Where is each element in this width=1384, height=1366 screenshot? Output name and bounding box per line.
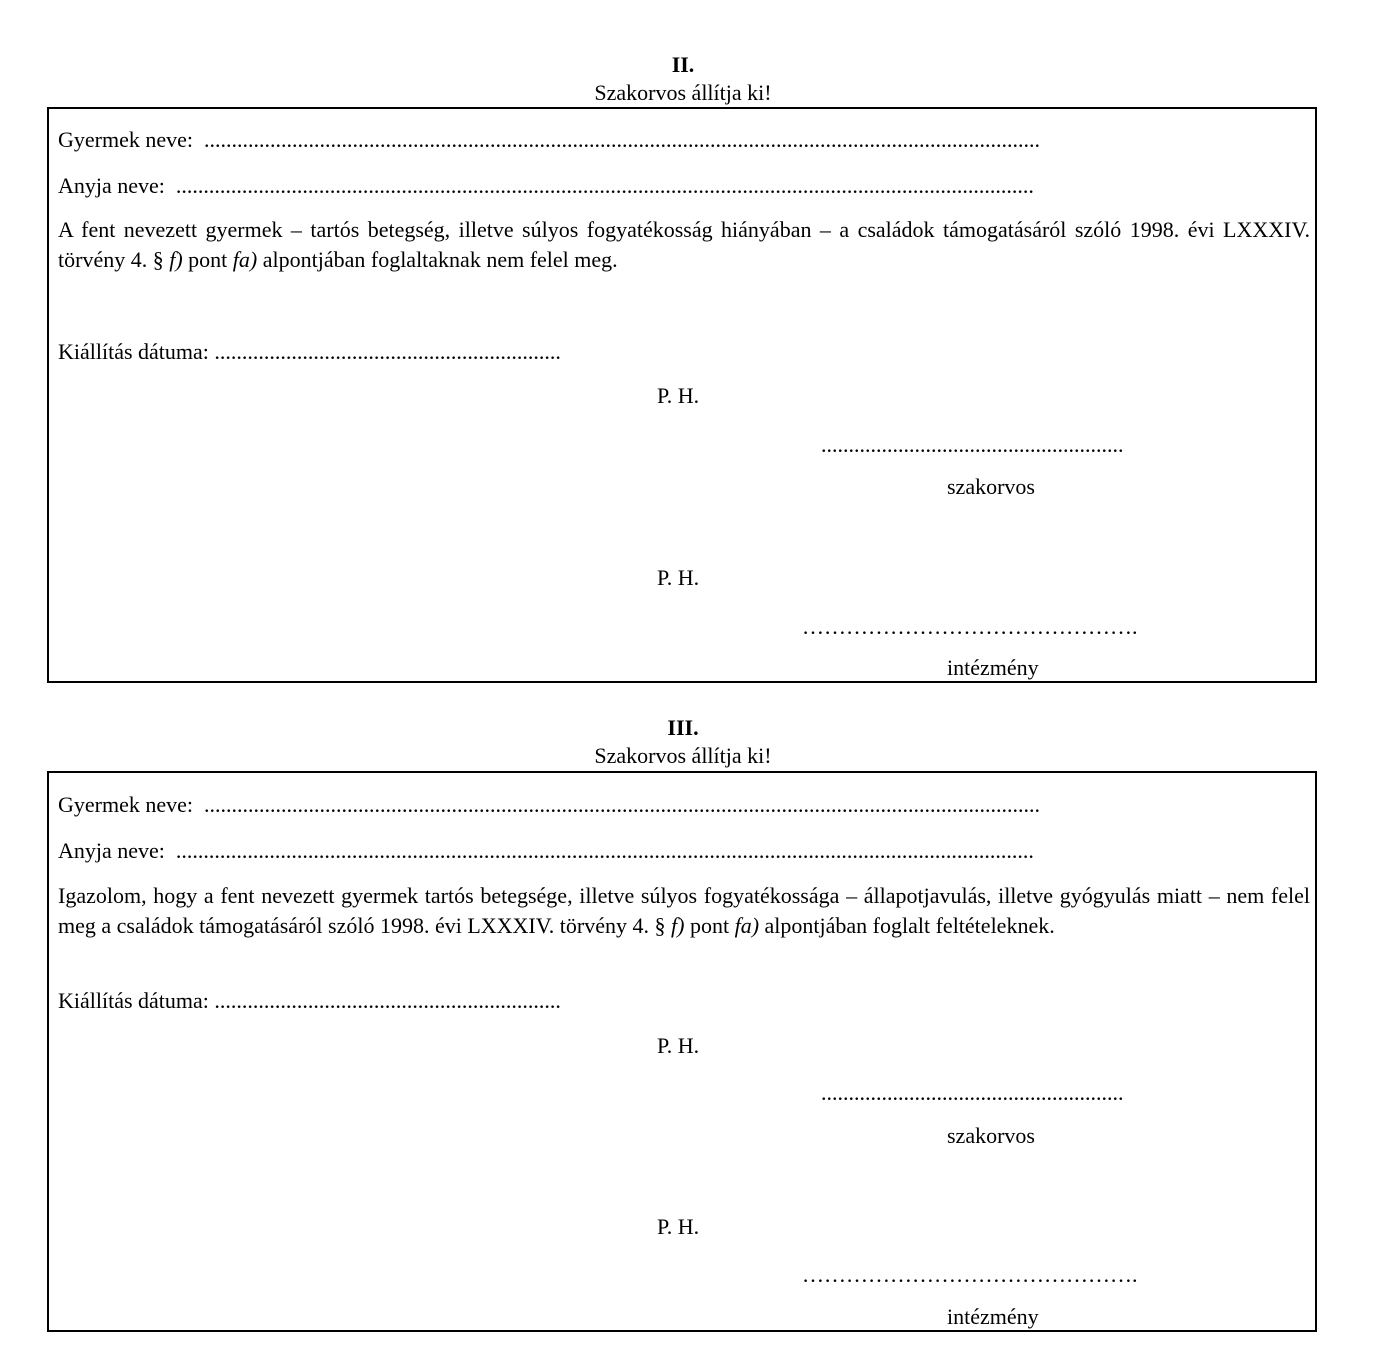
institution-label: intézmény: [947, 655, 1039, 680]
mother-name-field[interactable]: ............................................................................................................................................................: [175, 173, 1034, 198]
child-name-label: Gyermek neve:: [58, 792, 193, 817]
section-2-number: II.: [671, 52, 695, 77]
child-name-label: Gyermek neve:: [58, 127, 193, 152]
section-3-subtitle: Szakorvos állítja ki!: [594, 743, 772, 768]
child-name-row: [58, 127, 1040, 153]
stamp-placeholder-2: P. H.: [657, 1214, 700, 1239]
section-3-number: III.: [667, 715, 699, 740]
institution-signature-line[interactable]: ……………………………………….: [802, 614, 1138, 639]
specialist-label: szakorvos: [947, 474, 1035, 499]
child-name-field[interactable]: ........................................................................................................................................................: [204, 127, 1040, 152]
issue-date-label: Kiállítás dátuma:: [58, 988, 209, 1013]
issue-date-row: [58, 988, 561, 1014]
statement-paragraph: Igazolom, hogy a fent nevezett gyermek tartós betegsége, illetve súlyos fogyatékossága – állapotjavulás, illetve gyógyulás miatt – nem felel meg a családok támogatásáról szóló 1998. évi LXXXIV. törvény 4. § f) pont fa) alpontjában foglalt feltételeknek.: [58, 883, 1310, 938]
issue-date-label: Kiállítás dátuma:: [58, 339, 209, 364]
section-2-subtitle: Szakorvos állítja ki!: [594, 80, 772, 105]
child-name-row: [58, 792, 1040, 818]
mother-name-label: Anyja neve:: [58, 838, 165, 863]
specialist-signature-line[interactable]: .......................................................: [821, 432, 1124, 457]
stamp-placeholder-1: P. H.: [657, 383, 700, 408]
mother-name-label: Anyja neve:: [58, 173, 165, 198]
issue-date-row: [58, 339, 561, 365]
stamp-placeholder-2: P. H.: [657, 565, 700, 590]
stamp-placeholder-1: P. H.: [657, 1033, 700, 1058]
section-3-form-box: [47, 771, 1317, 1332]
specialist-label: szakorvos: [947, 1123, 1035, 1148]
specialist-signature-line[interactable]: .......................................................: [821, 1080, 1124, 1105]
mother-name-field[interactable]: ............................................................................................................................................................: [175, 838, 1034, 863]
issue-date-field[interactable]: ...............................................................: [214, 339, 561, 364]
mother-name-row: [58, 838, 1034, 864]
statement-paragraph: A fent nevezett gyermek – tartós betegség, illetve súlyos fogyatékosság hiányában – a családok támogatásáról szóló 1998. évi LXXXIV. törvény 4. § f) pont fa) alpontjában foglaltaknak nem felel meg.: [58, 217, 1310, 272]
child-name-field[interactable]: ........................................................................................................................................................: [204, 792, 1040, 817]
institution-label: intézmény: [947, 1304, 1039, 1329]
issue-date-field[interactable]: ...............................................................: [214, 988, 561, 1013]
institution-signature-line[interactable]: ……………………………………….: [802, 1262, 1138, 1287]
mother-name-row: [58, 173, 1034, 199]
section-2-form-box: [47, 107, 1317, 683]
